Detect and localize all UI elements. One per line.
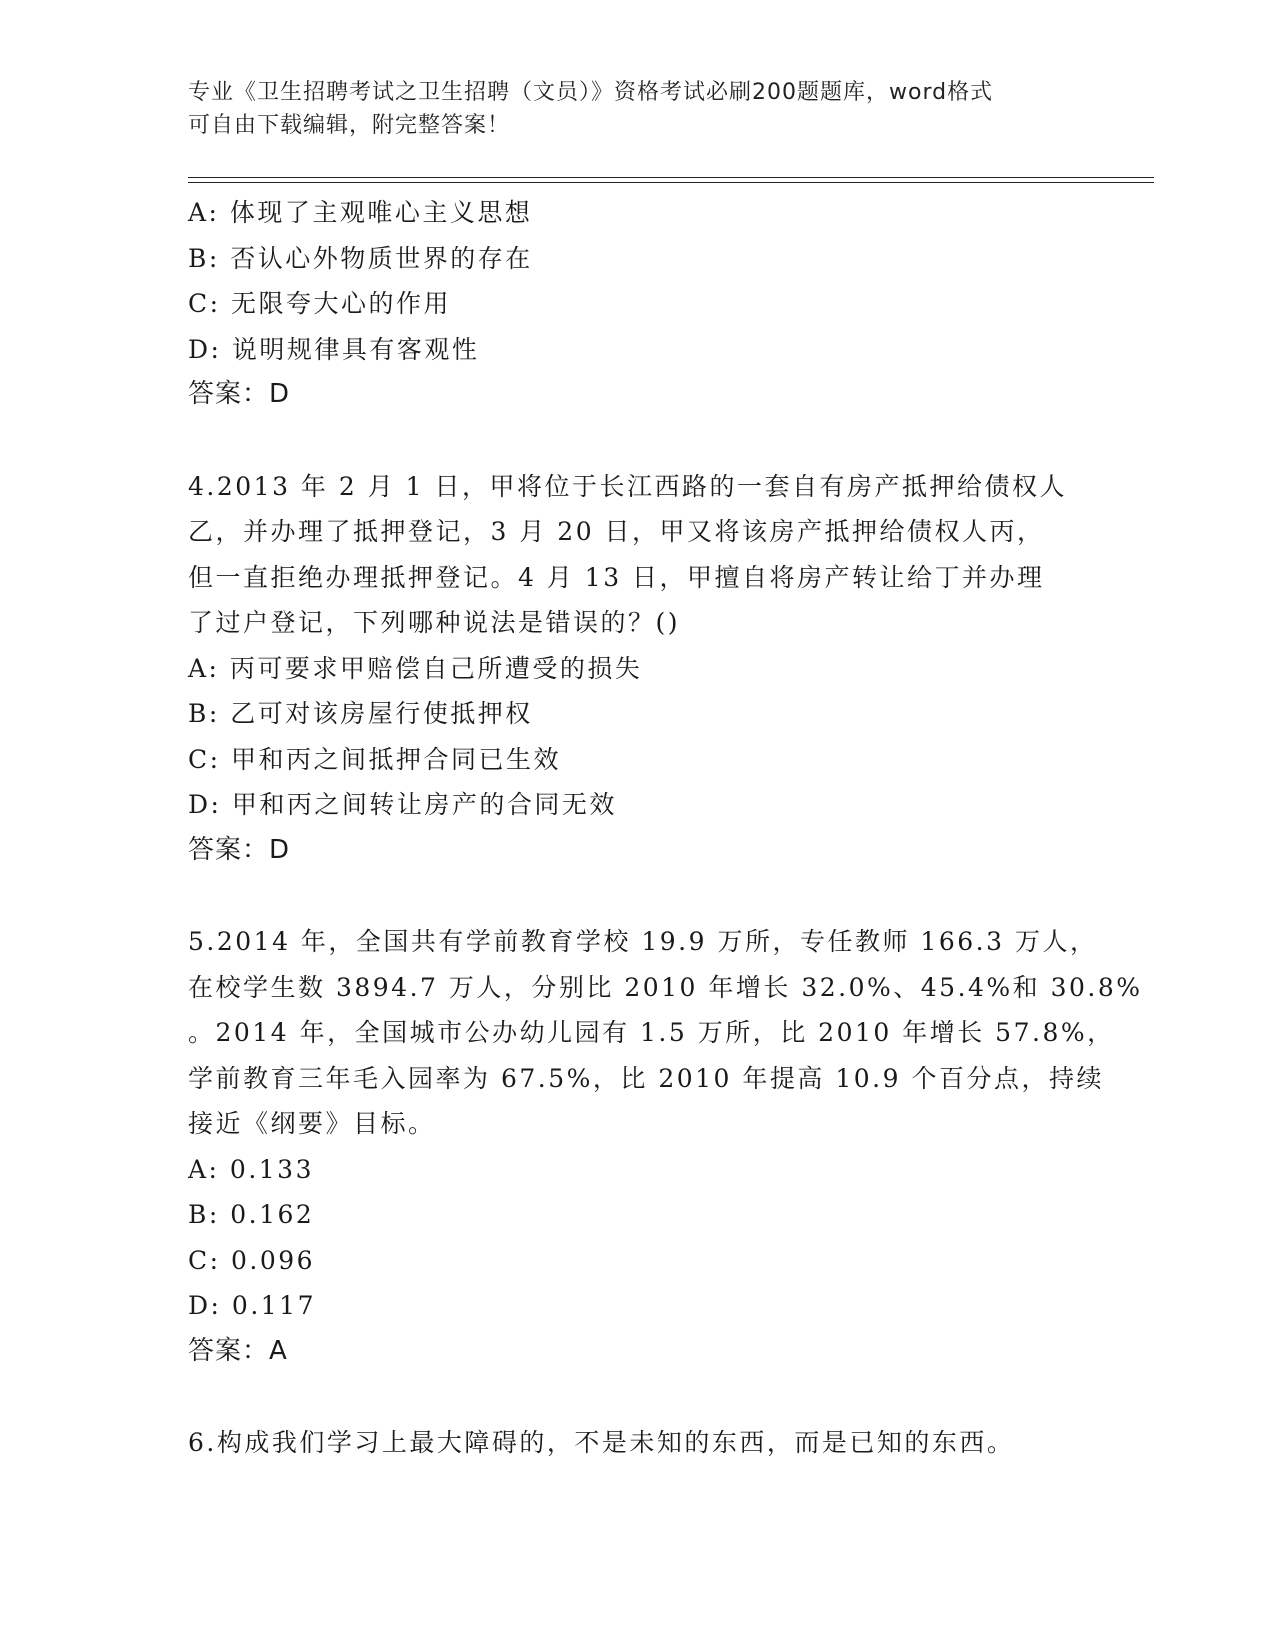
question-5 <box>188 919 1143 1374</box>
q3-option-a: A: 体现了主观唯心主义思想 <box>188 198 533 227</box>
q4-stem-line-2: 乙，并办理了抵押登记，3 月 20 日，甲又将该房产抵押给债权人丙， <box>188 517 1045 546</box>
spacer <box>188 418 1088 464</box>
q4-option-a: A: 丙可要求甲赔偿自己所遭受的损失 <box>188 653 643 683</box>
q4-stem-line-1: 4.2013 年 2 月 1 日，甲将位于长江西路的一套自有房产抵押给债权人 <box>188 471 1068 501</box>
q5-option-d: D: 0.117 <box>188 1291 316 1320</box>
header-title-line-2: 可自由下载编辑，附完整答案！ <box>188 113 511 138</box>
q4-answer: 答案：D <box>188 834 291 865</box>
q5-option-a: A: 0.133 <box>188 1154 314 1184</box>
question-4 <box>188 464 1088 874</box>
q5-answer: 答案：A <box>188 1335 288 1366</box>
q5-stem-line-3: 。2014 年，全国城市公办幼儿园有 1.5 万所，比 2010 年增长 57.8%， <box>188 1018 1115 1047</box>
q5-option-b: B: 0.162 <box>188 1200 315 1229</box>
q4-stem-line-3: 但一直拒绝办理抵押登记。4 月 13 日，甲擅自将房产转让给丁并办理 <box>188 562 1045 592</box>
q5-stem-line-4: 学前教育三年毛入园率为 67.5%，比 2010 年提高 10.9 个百分点，持续 <box>188 1063 1104 1093</box>
question-6 <box>188 1420 1088 1466</box>
header-divider-top <box>188 177 1154 178</box>
q5-stem-line-5: 接近《纲要》目标。 <box>188 1109 436 1138</box>
header-divider-bottom <box>188 182 1154 183</box>
q3-option-d: D: 说明规律具有客观性 <box>188 334 480 364</box>
q3-answer: 答案：D <box>188 379 291 409</box>
q4-stem-line-4: 了过户登记，下列哪种说法是错误的？() <box>188 608 681 637</box>
header-title-line-1: 专业《卫生招聘考试之卫生招聘（文员）》资格考试必刷200题题库，word格式 <box>188 80 994 105</box>
q4-option-c: C: 甲和丙之间抵押合同已生效 <box>188 744 561 774</box>
q5-option-c: C: 0.096 <box>188 1245 316 1275</box>
document-header <box>188 76 1088 142</box>
q3-option-b: B: 否认心外物质世界的存在 <box>188 243 533 273</box>
q3-option-c: C: 无限夸大心的作用 <box>188 289 451 318</box>
q6-stem-line-1: 6.构成我们学习上最大障碍的，不是未知的东西，而是已知的东西。 <box>188 1428 1015 1457</box>
question-3 <box>188 190 1088 418</box>
spacer <box>188 1374 1088 1420</box>
q5-stem-line-2: 在校学生数 3894.7 万人，分别比 2010 年增长 32.0%、45.4%和 30.8% <box>188 972 1143 1002</box>
q4-option-d: D: 甲和丙之间转让房产的合同无效 <box>188 790 617 819</box>
question-content <box>188 190 1143 1466</box>
q4-option-b: B: 乙可对该房屋行使抵押权 <box>188 699 533 728</box>
q5-stem-line-1: 5.2014 年，全国共有学前教育学校 19.9 万所，专任教师 166.3 万人， <box>188 927 1098 956</box>
spacer <box>188 873 1088 919</box>
